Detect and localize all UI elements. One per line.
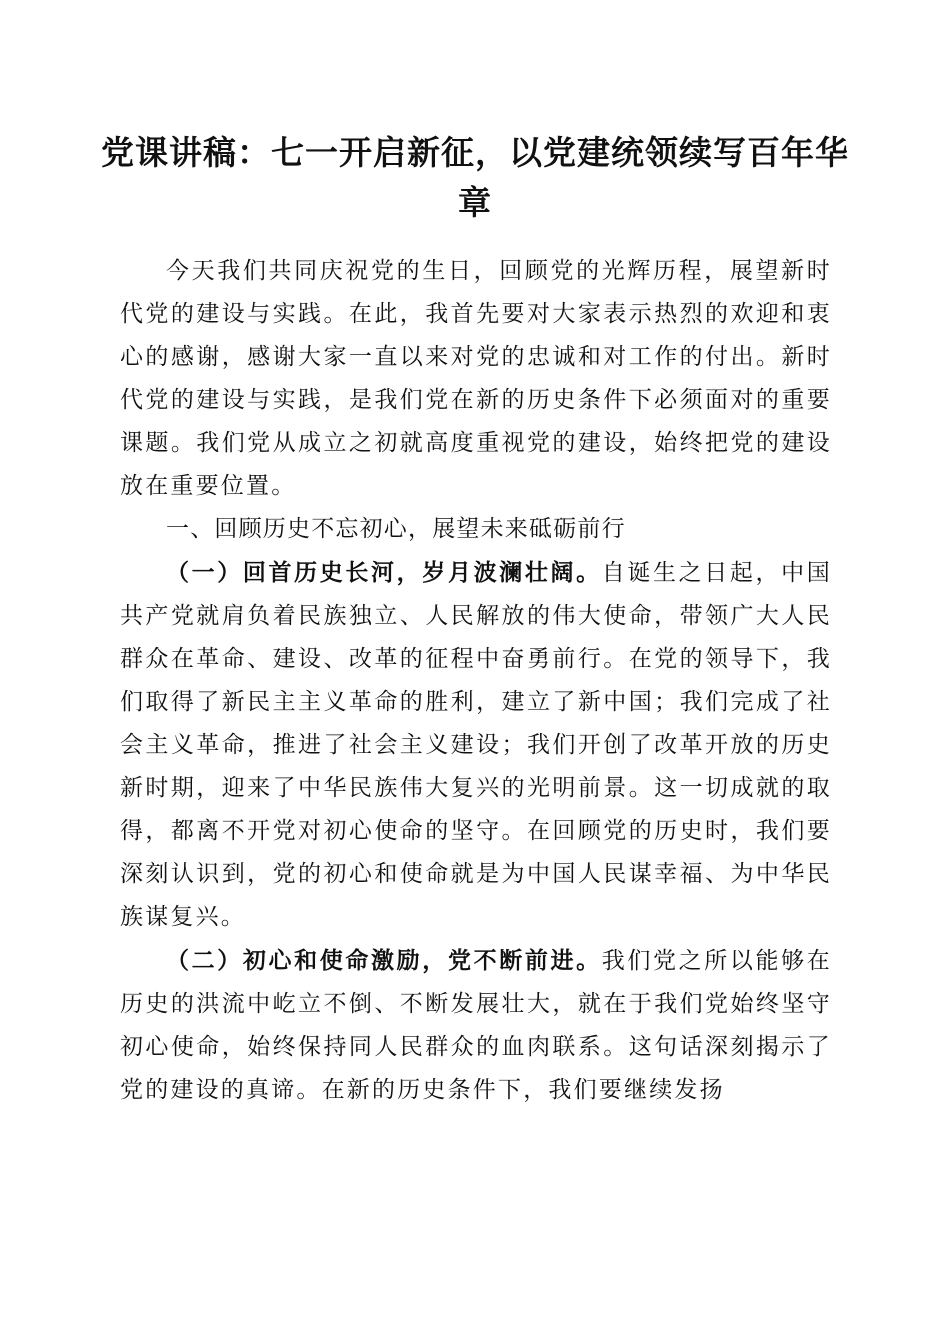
subsection-paragraph-2: [120, 939, 832, 1112]
section-heading-1: 一、回顾历史不忘初心，展望未来砥砺前行: [166, 516, 626, 542]
subsection-paragraph-1: [120, 551, 832, 939]
subsection-text-1: 自诞生之日起，中国共产党就肩负着民族独立、人民解放的伟大使命，带领广大人民群众在革命、建设、改革的征程中奋勇前行。在党的领导下，我们取得了新民主主义革命的胜利，建立了新中国；我们完成了社会主义革命，推进了社会主义建设；我们开创了改革开放的历史新时期，迎来了中华民族伟大复兴的光明前景。这一切成就的取得，都离不开党对初心使命的坚守。在回顾党的历史时，我们要深刻认识到，党的初心和使命就是为中国人民谋幸福、为中华民族谋复兴。: [120, 560, 832, 930]
subsection-text-2: 我们党之所以能够在历史的洪流中屹立不倒、不断发展壮大，就在于我们党始终坚守初心使命，始终保持同人民群众的血肉联系。这句话深刻揭示了党的建设的真谛。在新的历史条件下，我们要继续发扬: [120, 948, 832, 1103]
document-title: 党课讲稿：七一开启新征，以党建统领续写百年华章: [101, 133, 849, 222]
document-body: [120, 250, 832, 1112]
subsection-lead-2: （二）初心和使命激励，党不断前进。: [166, 947, 602, 974]
subsection-lead-1: （一）回首历史长河，岁月波澜壮阔。: [166, 559, 602, 586]
intro-paragraph: 今天我们共同庆祝党的生日，回顾党的光辉历程，展望新时代党的建设与实践。在此，我首先要对大家表示热烈的欢迎和衷心的感谢，感谢大家一直以来对党的忠诚和对工作的付出。新时代党的建设与实践，是我们党在新的历史条件下必须面对的重要课题。我们党从成立之初就高度重视党的建设，始终把党的建设放在重要位置。: [120, 258, 832, 499]
